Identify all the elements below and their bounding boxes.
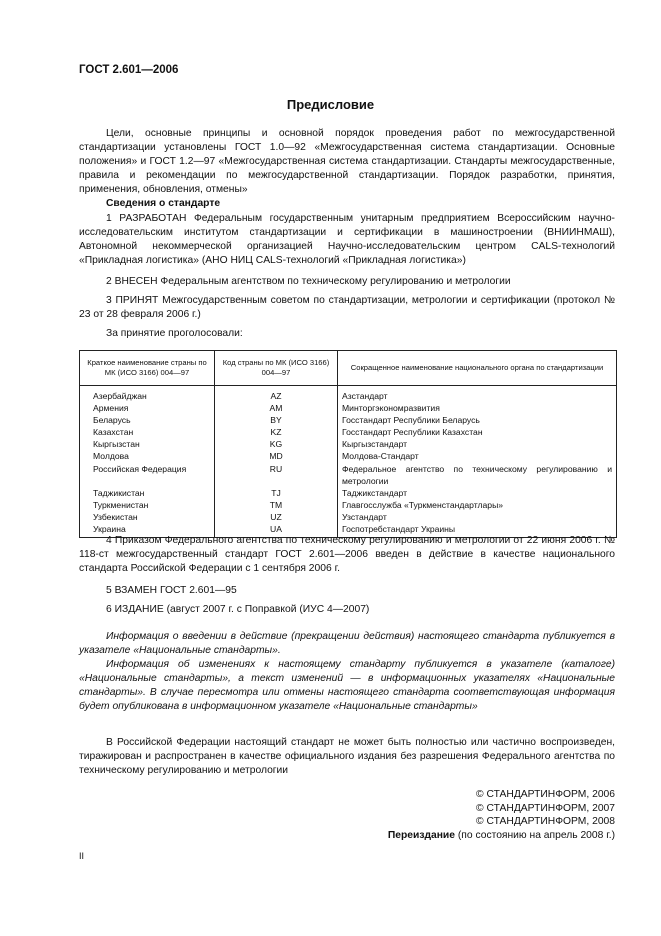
code-cell: UA — [215, 523, 338, 538]
body-cell: Узстандарт — [338, 511, 617, 523]
table-row — [80, 499, 617, 511]
copyright-line: © СТАНДАРТИНФОРМ, 2006 — [476, 789, 615, 800]
country-cell: Беларусь — [80, 414, 215, 426]
code-cell: RU — [215, 463, 338, 487]
country-cell: Российская Федерация — [80, 463, 215, 487]
code-cell: KG — [215, 438, 338, 450]
body-cell: Госстандарт Республики Беларусь — [338, 414, 617, 426]
body-cell: Кыргызстандарт — [338, 438, 617, 450]
code-cell: TM — [215, 499, 338, 511]
table-row — [80, 450, 617, 462]
item-edition: 6 ИЗДАНИЕ (август 2007 г. с Поправкой (ИУС 4—2007) — [106, 604, 370, 615]
table-row — [80, 386, 617, 403]
document-header: ГОСТ 2.601—2006 — [79, 64, 179, 76]
code-cell: AZ — [215, 386, 338, 403]
body-cell: Федеральное агентство по техническому регулированию и метрологии — [338, 463, 617, 487]
code-cell: MD — [215, 450, 338, 462]
reissue-label: Переиздание — [387, 829, 455, 841]
code-cell: KZ — [215, 426, 338, 438]
rights-paragraph: В Российской Федерации настоящий стандарт не может быть полностью или частично воспроизведен, тиражирован и распространен в качестве официального издания без разрешения Федерального агентства по техническому регулированию и метрологии — [79, 737, 615, 776]
code-cell: AM — [215, 402, 338, 414]
code-cell: TJ — [215, 487, 338, 499]
reissue-text: (по состоянию на апрель 2008 г.) — [455, 829, 615, 841]
table-row — [80, 511, 617, 523]
code-cell: UZ — [215, 511, 338, 523]
table-row — [80, 426, 617, 438]
body-cell: Молдова-Стандарт — [338, 450, 617, 462]
country-cell: Азербайджан — [80, 386, 215, 403]
country-cell: Кыргызстан — [80, 438, 215, 450]
body-cell: Госстандарт Республики Казахстан — [338, 426, 617, 438]
country-cell: Армения — [80, 402, 215, 414]
country-cell: Молдова — [80, 450, 215, 462]
table-row — [80, 438, 617, 450]
body-cell: Главгосслужба «Туркменстандартлары» — [338, 499, 617, 511]
column-header-country: Краткое наименование страны по МК (ИСО 3166) 004—97 — [80, 351, 215, 386]
body-cell: Минторгэкономразвития — [338, 402, 617, 414]
table-row — [80, 463, 617, 487]
item-order: 4 Приказом Федерального агентства по техническому регулированию и метрологии от 22 июня 2006 г. № 118-ст межгосударственный стандарт ГОСТ 2.601—2006 введен в действие в качестве национального стандарта Российской Федерации с 1 сентября 2006 г. — [79, 535, 615, 574]
section-heading: Сведения о стандарте — [106, 198, 221, 209]
item-adopted: 3 ПРИНЯТ Межгосударственным советом по стандартизации, метрологии и сертификации (протокол № 23 от 28 февраля 2006 г.) — [79, 295, 615, 320]
page-number: II — [79, 851, 85, 861]
table-row — [80, 402, 617, 414]
body-cell: Таджикстандарт — [338, 487, 617, 499]
item-developed: 1 РАЗРАБОТАН Федеральным государственным унитарным предприятием Всероссийским научно-исследовательским институтом стандартизации и сертификации в машиностроении (ВНИИНМАШ), Автономной некоммерческой организацией Научно-исследовательским центром CALS-технологий «Прикладная логистика» (АНО НИЦ CALS-технологий «Прикладная логистика») — [79, 213, 615, 266]
voting-table — [79, 350, 617, 538]
info-paragraph-1: Информация о введении в действие (прекращении действия) настоящего стандарта публикуется в указателе «Национальные стандарты». — [79, 631, 615, 656]
column-header-code: Код страны по МК (ИСО 3166) 004—97 — [215, 351, 338, 386]
item-introduced: 2 ВНЕСЕН Федеральным агентством по техническому регулированию и метрологии — [106, 276, 511, 287]
country-cell: Украина — [80, 523, 215, 538]
copyright-line: © СТАНДАРТИНФОРМ, 2007 — [476, 802, 615, 814]
table-row — [80, 487, 617, 499]
intro-paragraph: Цели, основные принципы и основной порядок проведения работ по межгосударственной стандартизации установлены ГОСТ 1.0—92 «Межгосударственная система стандартизации. Основные положения» и ГОСТ 1.2—97 «Межгосударственная система стандартизации. Стандарты межгосударственные, правила и рекомендации по межгосударственной стандартизации. Порядок разработки, принятия, применения, обновления, отмены» — [79, 128, 615, 195]
table-header-row — [80, 351, 617, 386]
table-row — [80, 414, 617, 426]
copyright-line: © СТАНДАРТИНФОРМ, 2008 — [476, 816, 615, 828]
copyright-block — [388, 788, 615, 842]
country-cell: Таджикистан — [80, 487, 215, 499]
body-cell: Госпотребстандарт Украины — [338, 523, 617, 538]
body-cell: Азстандарт — [338, 386, 617, 403]
country-cell: Узбекистан — [80, 511, 215, 523]
code-cell: BY — [215, 414, 338, 426]
reissue-line — [388, 829, 615, 843]
page-title: Предисловие — [286, 97, 375, 112]
column-header-body: Сокращенное наименование национального органа по стандартизации — [338, 351, 617, 386]
item-replaces: 5 ВЗАМЕН ГОСТ 2.601—95 — [106, 585, 237, 596]
info-paragraph-2: Информация об изменениях к настоящему стандарту публикуется в указателе (каталоге) «Национальные стандарты», а текст изменений — в информационных указателях «Национальные стандарты». В случае пересмотра или отмены настоящего стандарта соответствующая информация будет опубликована в информационном указателе «Национальные стандарты» — [79, 659, 615, 712]
country-cell: Туркменистан — [80, 499, 215, 511]
country-cell: Казахстан — [80, 426, 215, 438]
voted-label: За принятие проголосовали: — [106, 328, 243, 339]
